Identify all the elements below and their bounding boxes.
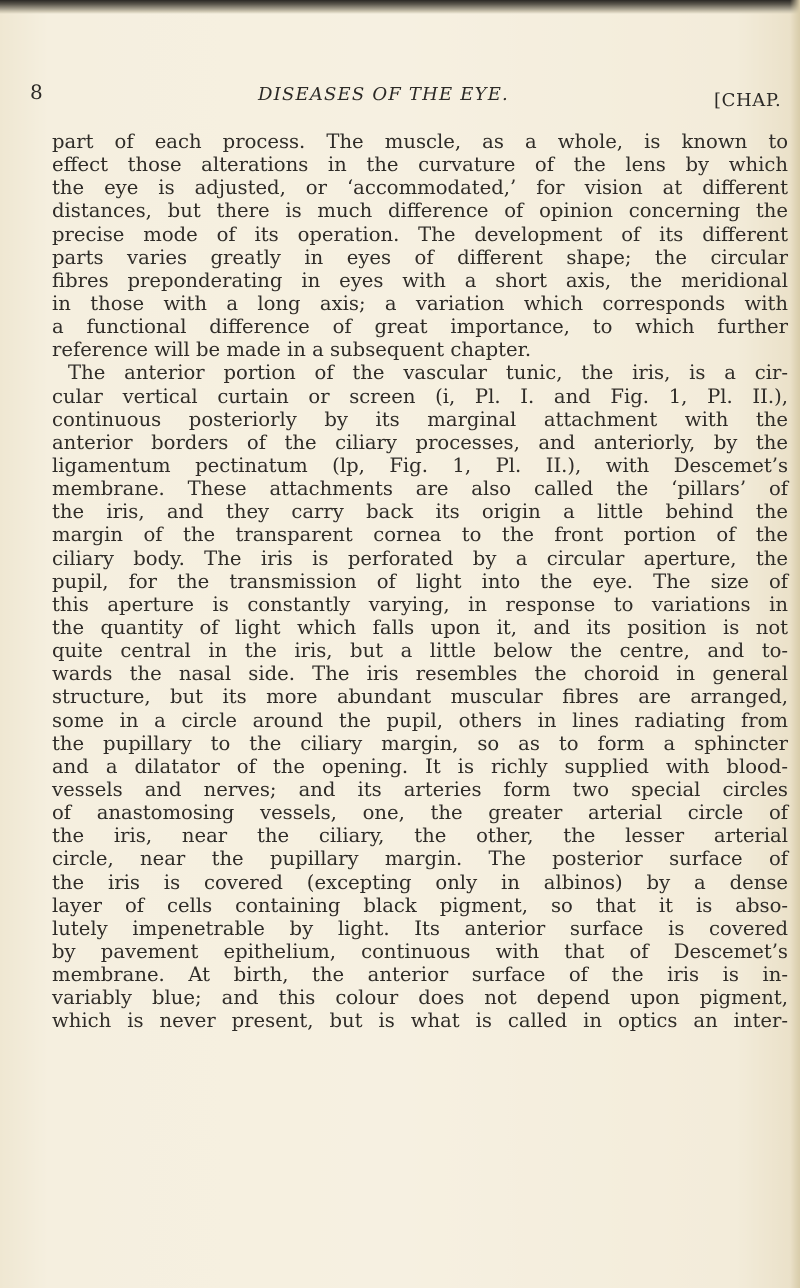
text-line: part of each process. The muscle, as a whole, is known to	[52, 130, 788, 153]
text-line: and a dilatator of the opening. It is richly supplied with blood-	[52, 754, 788, 778]
text-line: this aperture is constantly varying, in response to variations in	[52, 592, 788, 616]
text-line: a functional difference of great importance, to which further	[52, 315, 788, 339]
text-line: fibres preponderating in eyes with a short axis, the meridional	[52, 268, 788, 292]
text-line: the pupillary to the ciliary margin, so as to form a sphincter	[52, 731, 788, 755]
text-line: some in a circle around the pupil, others in lines radiating from	[52, 708, 788, 732]
text-line: reference will be made in a subsequent chapter.	[52, 338, 532, 362]
page-top-shadow	[0, 0, 800, 14]
running-title: DISEASES OF THE EYE.	[258, 84, 509, 105]
text-line: The anterior portion of the vascular tunic, the iris, is a cir-	[68, 361, 788, 385]
text-line: the iris is covered (excepting only in albinos) by a dense	[52, 870, 788, 894]
text-line: precise mode of its operation. The development of its different	[52, 222, 788, 246]
text-line: anterior borders of the ciliary processes, and anteriorly, by the	[52, 430, 788, 454]
text-line: of anastomosing vessels, one, the greater arterial circle of	[52, 801, 788, 825]
page-number: 8	[30, 80, 43, 104]
text-line: margin of the transparent cornea to the front portion of the	[52, 523, 788, 547]
text-line: membrane. These attachments are also called the ‘pillars’ of	[52, 477, 788, 501]
text-line: by pavement epithelium, continuous with that of Descemet’s	[52, 939, 788, 963]
text-line: parts varies greatly in eyes of different shape; the circular	[52, 245, 788, 269]
text-line: vessels and nerves; and its arteries form two special circles	[52, 777, 788, 801]
text-line: the iris, near the ciliary, the other, the lesser arterial	[52, 824, 788, 848]
text-line: in those with a long axis; a variation which corresponds with	[52, 291, 788, 315]
page-right-edge	[790, 0, 800, 1288]
text-line: membrane. At birth, the anterior surface of the iris is in-	[52, 963, 788, 987]
text-line: structure, but its more abundant muscular fibres are arranged,	[52, 685, 788, 709]
text-line: the quantity of light which falls upon it, and its position is not	[52, 615, 788, 639]
text-line: ciliary body. The iris is perforated by a circular aperture, the	[52, 546, 788, 570]
text-line: wards the nasal side. The iris resembles the choroid in general	[52, 662, 788, 686]
text-line: lutely impenetrable by light. Its anterior surface is covered	[52, 916, 788, 940]
text-line: variably blue; and this colour does not depend upon pigment,	[52, 986, 788, 1010]
chapter-label: [CHAP.	[714, 90, 782, 111]
text-line: pupil, for the transmission of light into the eye. The size of	[52, 569, 788, 593]
running-header	[30, 80, 790, 120]
text-line: layer of cells containing black pigment, so that it is abso-	[52, 893, 788, 917]
text-line: distances, but there is much difference of opinion concerning the	[52, 199, 788, 223]
text-line: cular vertical curtain or screen (i, Pl. I. and Fig. 1, Pl. II.),	[52, 384, 788, 408]
text-line: which is never present, but is what is called in optics an inter-	[52, 1009, 788, 1033]
text-line: ligamentum pectinatum (lp, Fig. 1, Pl. II.), with Descemet’s	[52, 453, 788, 477]
text-line: quite central in the iris, but a little below the centre, and to-	[52, 639, 788, 663]
text-line: effect those alterations in the curvature of the lens by which	[52, 153, 788, 177]
text-line: continuous posteriorly by its marginal attachment with the	[52, 407, 788, 431]
text-line: the iris, and they carry back its origin a little behind the	[52, 500, 788, 524]
text-line: the eye is adjusted, or ‘accommodated,’ for vision at different	[52, 176, 788, 200]
text-line: circle, near the pupillary margin. The posterior surface of	[52, 847, 788, 871]
body-text	[52, 130, 788, 1032]
